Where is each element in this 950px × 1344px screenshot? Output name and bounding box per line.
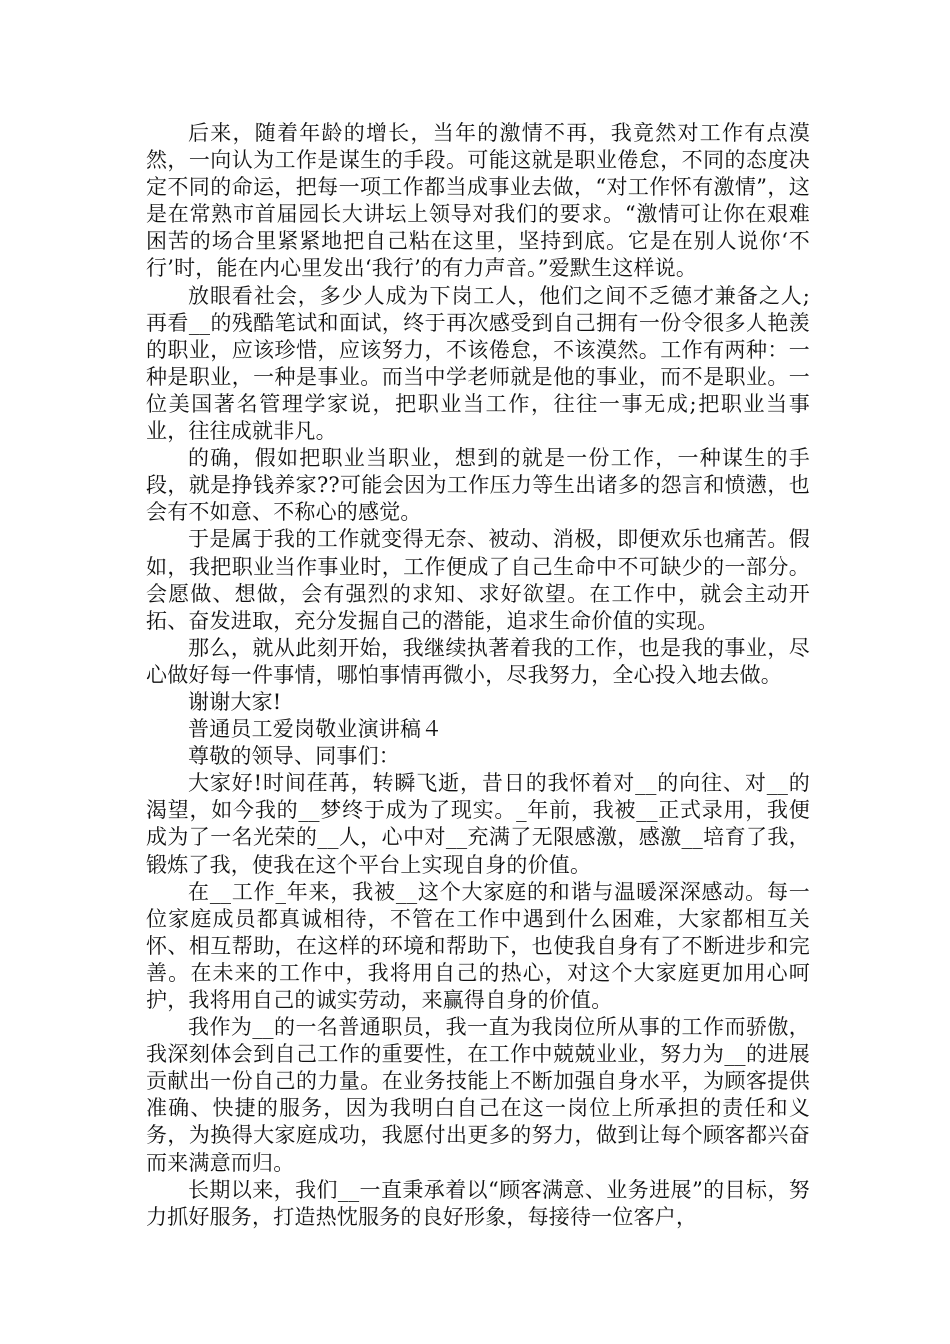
- paragraph: 放眼看社会，多少人成为下岗工人，他们之间不乏德才兼备之人;再看__的残酷笔试和面试，终于再次感受到自己拥有一份令很多人艳羡的职业，应该珍惜，应该努力，不该倦怠，不该漠然。工作有两种：一种是职业，一种是事业。而当中学老师就是他的事业，而不是职业。一位美国著名管理学家说，把职业当工作，往往一事无成;把职业当事业，往往成就非凡。: [146, 283, 810, 444]
- salutation: 尊敬的领导、同事们：: [188, 744, 400, 769]
- paragraph: 长期以来，我们__一直秉承着以“顾客满意、业务进展”的目标，努力抓好服务，打造热忱服务的良好形象，每接待一位客户，: [146, 1177, 810, 1229]
- paragraph: 于是属于我的工作就变得无奈、被动、消极，即便欢乐也痛苦。假如，我把职业当作事业时，工作便成了自己生命中不可缺少的一部分。会愿做、想做，会有强烈的求知、求好欲望。在工作中，就会主动开拓、奋发进取，充分发掘自己的潜能，追求生命价值的实现。: [146, 527, 810, 633]
- document-body: [146, 120, 810, 1231]
- paragraph: 我作为__的一名普通职员，我一直为我岗位所从事的工作而骄傲，我深刻体会到自己工作的重要性，在工作中兢兢业业，努力为__的进展贡献出一份自己的力量。在业务技能上不断加强自身水平，为顾客提供准确、快捷的服务，因为我明白自己在这一岗位上所承担的责任和义务，为换得大家庭成功，我愿付出更多的努力，做到让每个顾客都兴奋而来满意而归。: [146, 1015, 810, 1175]
- paragraph: 后来，随着年龄的增长，当年的激情不再，我竟然对工作有点漠然，一向认为工作是谋生的手段。可能这就是职业倦怠，不同的态度决定不同的命运，把每一项工作都当成事业去做，“对工作怀有激情”，这是在常熟市首届园长大讲坛上领导对我们的要求。“激情可让你在艰难困苦的场合里紧紧地把自己粘在这里，坚持到底。它是在别人说你‘不行’时，能在内心里发出‘我行’的有力声音。”爱默生这样说。: [146, 121, 810, 281]
- speech-title: 普通员工爱岗敬业演讲稿４: [188, 717, 443, 742]
- paragraph: 那么，就从此刻开始，我继续执著着我的工作，也是我的事业，尽心做好每一件事情，哪怕事情再微小，尽我努力，全心投入地去做。: [146, 635, 810, 687]
- paragraph: 的确，假如把职业当职业，想到的就是一份工作，一种谋生的手段，就是挣钱养家??可能会因为工作压力等生出诸多的怨言和愤懑，也会有不如意、不称心的感觉。: [146, 446, 810, 525]
- closing-thanks: 谢谢大家!: [188, 689, 282, 714]
- paragraph: 在__工作_年来，我被__这个大家庭的和谐与温暖深深感动。每一位家庭成员都真诚相待，不管在工作中遇到什么困难，大家都相互关怀、相互帮助，在这样的环境和帮助下，也使我自身有了不断进步和完善。在未来的工作中，我将用自己的热心，对这个大家庭更加用心呵护，我将用自己的诚实劳动，来赢得自身的价值。: [146, 879, 810, 1012]
- paragraph: 大家好!时间荏苒，转瞬飞逝，昔日的我怀着对__的向往、对__的渴望，如今我的__梦终于成为了现实。_年前，我被__正式录用，我便成为了一名光荣的__人，心中对__充满了无限感激，感激__培育了我，锻炼了我，使我在这个平台上实现自身的价值。: [146, 771, 810, 877]
